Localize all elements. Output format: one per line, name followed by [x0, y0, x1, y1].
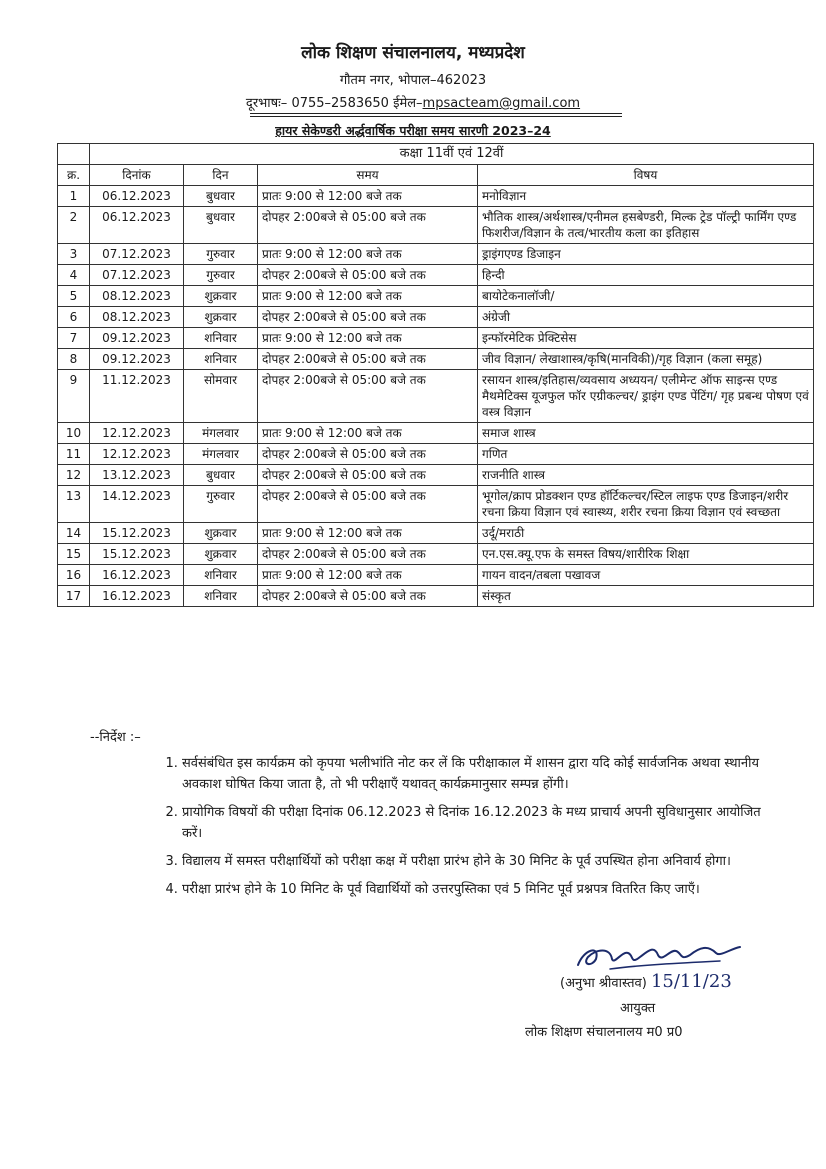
- row-number: 5: [58, 286, 90, 307]
- row-number: 9: [58, 370, 90, 423]
- row-subject: भूगोल/क्राप प्रोडक्शन एण्ड हॉर्टिकल्चर/स्टिल लाइफ एण्ड डिजाइन/शरीर रचना क्रिया विज्ञान एवं स्वास्थ्य, शरीर रचना क्रिया विज्ञान एवं स्वच्छता: [478, 486, 814, 523]
- row-subject: समाज शास्त्र: [478, 423, 814, 444]
- row-day: शुक्रवार: [184, 307, 258, 328]
- row-time: प्रातः 9:00 से 12:00 बजे तक: [258, 565, 478, 586]
- instructions-heading: --निर्देश :–: [90, 730, 141, 745]
- row-date: 13.12.2023: [90, 465, 184, 486]
- row-number: 10: [58, 423, 90, 444]
- table-row: [58, 565, 814, 586]
- row-day: शुक्रवार: [184, 286, 258, 307]
- instruction-item: 3. विद्यालय में समस्त परीक्षार्थियों को परीक्षा कक्ष में परीक्षा प्रारंभ होने के 30 मिनिट के पूर्व उपस्थित होना अनिवार्य होगा।: [182, 851, 770, 872]
- instruction-item: 1. सर्वसंबंधित इस कार्यक्रम को कृपया भलीभांति नोट कर लें कि परीक्षाकाल में शासन द्वारा यदि कोई सार्वजनिक अथवा स्थानीय अवकाश घोषित किया जाता है, तो भी परीक्षाएँ यथावत् कार्यक्रमानुसार सम्पन्न होंगी।: [182, 753, 770, 795]
- row-time: प्रातः 9:00 से 12:00 बजे तक: [258, 328, 478, 349]
- row-date: 12.12.2023: [90, 423, 184, 444]
- row-date: 06.12.2023: [90, 207, 184, 244]
- row-day: शनिवार: [184, 565, 258, 586]
- row-date: 09.12.2023: [90, 349, 184, 370]
- row-day: शनिवार: [184, 349, 258, 370]
- contact-line: [0, 93, 826, 111]
- row-number: 15: [58, 544, 90, 565]
- row-day: मंगलवार: [184, 444, 258, 465]
- row-number: 11: [58, 444, 90, 465]
- designation: आयुक्त: [620, 1001, 656, 1016]
- table-row: [58, 207, 814, 244]
- row-time: दोपहर 2:00बजे से 05:00 बजे तक: [258, 444, 478, 465]
- row-date: 07.12.2023: [90, 265, 184, 286]
- phone-label: दूरभाषः–: [245, 96, 288, 111]
- row-day: शुक्रवार: [184, 523, 258, 544]
- row-number: 7: [58, 328, 90, 349]
- row-date: 15.12.2023: [90, 523, 184, 544]
- row-time: दोपहर 2:00बजे से 05:00 बजे तक: [258, 207, 478, 244]
- row-number: 8: [58, 349, 90, 370]
- col-header-subject: विषय: [478, 165, 814, 186]
- table-row: [58, 523, 814, 544]
- row-day: शनिवार: [184, 328, 258, 349]
- row-date: 08.12.2023: [90, 307, 184, 328]
- row-time: दोपहर 2:00बजे से 05:00 बजे तक: [258, 370, 478, 423]
- row-subject: रसायन शास्त्र/इतिहास/व्यवसाय अध्ययन/ एलीमेन्ट ऑफ साइन्स एण्ड मैथमेटिक्स यूजफुल फॉर एग्रीकल्चर/ ड्राइंग एण्ड पेंटिंग/ गृह प्रबन्ध पोषण एवं वस्त्र विज्ञान: [478, 370, 814, 423]
- row-day: बुधवार: [184, 186, 258, 207]
- row-date: 08.12.2023: [90, 286, 184, 307]
- table-row: [58, 328, 814, 349]
- class-heading-row: [58, 144, 814, 165]
- table-row: [58, 444, 814, 465]
- row-day: बुधवार: [184, 207, 258, 244]
- row-date: 06.12.2023: [90, 186, 184, 207]
- instructions: [90, 727, 770, 907]
- row-date: 07.12.2023: [90, 244, 184, 265]
- row-subject: राजनीति शास्त्र: [478, 465, 814, 486]
- row-time: दोपहर 2:00बजे से 05:00 बजे तक: [258, 486, 478, 523]
- row-time: दोपहर 2:00बजे से 05:00 बजे तक: [258, 465, 478, 486]
- col-header-time: समय: [258, 165, 478, 186]
- row-day: मंगलवार: [184, 423, 258, 444]
- schedule-rows: [58, 186, 814, 607]
- row-time: प्रातः 9:00 से 12:00 बजे तक: [258, 286, 478, 307]
- row-day: गुरुवार: [184, 244, 258, 265]
- row-number: 4: [58, 265, 90, 286]
- row-time: दोपहर 2:00बजे से 05:00 बजे तक: [258, 265, 478, 286]
- title-text: हायर सेकेण्डरी अर्द्धवार्षिक परीक्षा समय सारणी 2023–24: [275, 123, 551, 138]
- row-time: प्रातः 9:00 से 12:00 बजे तक: [258, 244, 478, 265]
- row-subject: अंग्रेजी: [478, 307, 814, 328]
- row-subject: संस्कृत: [478, 586, 814, 607]
- table-row: [58, 465, 814, 486]
- instruction-item: 4. परीक्षा प्रारंभ होने के 10 मिनिट के पूर्व विद्यार्थियों को उत्तरपुस्तिका एवं 5 मिनिट पूर्व प्रश्नपत्र वितरित किए जाएँ।: [182, 879, 770, 900]
- row-date: 15.12.2023: [90, 544, 184, 565]
- header-divider-2: [250, 116, 622, 117]
- instruction-item: 2. प्रायोगिक विषयों की परीक्षा दिनांक 06.12.2023 से दिनांक 16.12.2023 के मध्य प्राचार्य अपनी सुविधानुसार आयोजित करें।: [182, 802, 770, 844]
- row-number: 12: [58, 465, 90, 486]
- row-number: 13: [58, 486, 90, 523]
- row-day: सोमवार: [184, 370, 258, 423]
- row-number: 14: [58, 523, 90, 544]
- row-day: गुरुवार: [184, 486, 258, 523]
- row-date: 16.12.2023: [90, 565, 184, 586]
- row-subject: भौतिक शास्त्र/अर्थशास्त्र/एनीमल हसबेण्डरी, मिल्क ट्रेड पॉल्ट्री फार्मिंग एण्ड फिशरीज/विज्ञान के तत्व/भारतीय कला का इतिहास: [478, 207, 814, 244]
- table-row: [58, 423, 814, 444]
- phone-number: 0755–2583650: [291, 96, 389, 111]
- row-date: 11.12.2023: [90, 370, 184, 423]
- column-header-row: [58, 165, 814, 186]
- row-subject: ड्राइंगएण्ड डिजाइन: [478, 244, 814, 265]
- row-subject: मनोविज्ञान: [478, 186, 814, 207]
- table-row: [58, 370, 814, 423]
- row-day: गुरुवार: [184, 265, 258, 286]
- document-title: [0, 122, 826, 139]
- row-day: बुधवार: [184, 465, 258, 486]
- email-address: mpsacteam@gmail.com: [422, 96, 581, 111]
- table-row: [58, 349, 814, 370]
- office-address: गौतम नगर, भोपाल–462023: [339, 73, 487, 88]
- col-header-no: क्र.: [58, 165, 90, 186]
- table-row: [58, 244, 814, 265]
- exam-schedule-table: [57, 143, 814, 607]
- row-number: 6: [58, 307, 90, 328]
- row-number: 16: [58, 565, 90, 586]
- row-number: 17: [58, 586, 90, 607]
- table-row: [58, 307, 814, 328]
- row-subject: गणित: [478, 444, 814, 465]
- row-subject: इन्फॉरमेटिक प्रेक्टिसेस: [478, 328, 814, 349]
- row-time: दोपहर 2:00बजे से 05:00 बजे तक: [258, 586, 478, 607]
- col-header-day: दिन: [184, 165, 258, 186]
- signatory-name: (अनुभा श्रीवास्तव): [560, 976, 647, 991]
- row-subject: जीव विज्ञान/ लेखाशास्त्र/कृषि(मानविकी)/गृह विज्ञान (कला समूह): [478, 349, 814, 370]
- row-subject: गायन वादन/तबला पखावज: [478, 565, 814, 586]
- row-time: दोपहर 2:00बजे से 05:00 बजे तक: [258, 307, 478, 328]
- handwritten-signature-icon: [570, 935, 760, 973]
- table-row: [58, 286, 814, 307]
- signature-block: [525, 935, 800, 1040]
- row-date: 14.12.2023: [90, 486, 184, 523]
- table-row: [58, 186, 814, 207]
- row-day: शुक्रवार: [184, 544, 258, 565]
- signatory-office: [525, 1022, 800, 1040]
- table-row: [58, 586, 814, 607]
- signatory-line: [560, 971, 800, 992]
- email-label: ईमेल–: [393, 96, 423, 111]
- table-row: [58, 265, 814, 286]
- row-date: 09.12.2023: [90, 328, 184, 349]
- row-number: 2: [58, 207, 90, 244]
- row-subject: हिन्दी: [478, 265, 814, 286]
- row-date: 12.12.2023: [90, 444, 184, 465]
- row-subject: उर्दू/मराठी: [478, 523, 814, 544]
- header-divider: [250, 113, 622, 114]
- row-day: शनिवार: [184, 586, 258, 607]
- table-row: [58, 486, 814, 523]
- signature-date: 15/11/23: [650, 971, 732, 992]
- row-date: 16.12.2023: [90, 586, 184, 607]
- row-time: प्रातः 9:00 से 12:00 बजे तक: [258, 423, 478, 444]
- row-time: प्रातः 9:00 से 12:00 बजे तक: [258, 186, 478, 207]
- office-name: लोक शिक्षण संचालनालय, मध्यप्रदेश: [301, 43, 525, 63]
- office-line: लोक शिक्षण संचालनालय म0 प्र0: [525, 1025, 683, 1040]
- blank-cell: [58, 144, 90, 165]
- row-time: दोपहर 2:00बजे से 05:00 बजे तक: [258, 544, 478, 565]
- row-number: 3: [58, 244, 90, 265]
- row-number: 1: [58, 186, 90, 207]
- row-subject: बायोटेकनालॉजी/: [478, 286, 814, 307]
- class-heading: कक्षा 11वीं एवं 12वीं: [90, 144, 814, 165]
- table-row: [58, 544, 814, 565]
- col-header-date: दिनांक: [90, 165, 184, 186]
- row-time: दोपहर 2:00बजे से 05:00 बजे तक: [258, 349, 478, 370]
- row-subject: एन.एस.क्यू.एफ के समस्त विषय/शारीरिक शिक्षा: [478, 544, 814, 565]
- row-time: प्रातः 9:00 से 12:00 बजे तक: [258, 523, 478, 544]
- instructions-list: [90, 753, 770, 900]
